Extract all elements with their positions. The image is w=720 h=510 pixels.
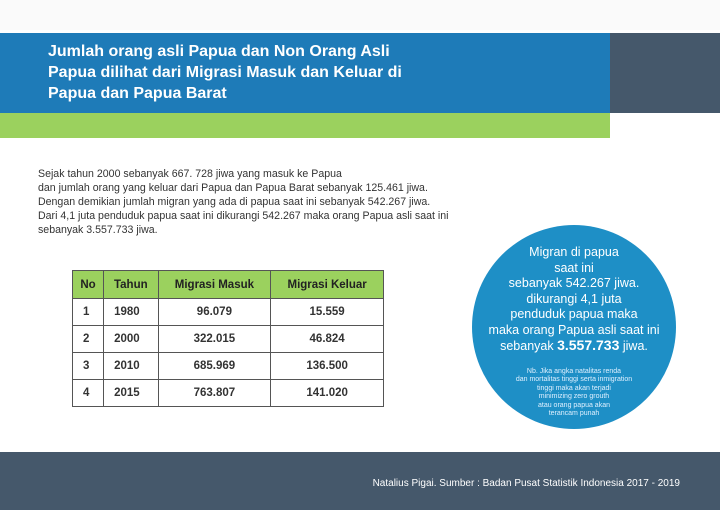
cell-migrasi-keluar: 46.824: [271, 326, 384, 353]
col-header-migrasi-keluar: Migrasi Keluar: [271, 271, 384, 299]
table-row: [73, 353, 384, 380]
cell-no: 4: [73, 380, 104, 407]
summary-total-prefix: sebanyak: [500, 339, 554, 353]
intro-line: Dari 4,1 juta penduduk papua saat ini dikurangi 542.267 maka orang Papua asli saat ini: [38, 210, 449, 222]
table-row: [73, 299, 384, 326]
intro-line: Dengan demikian jumlah migran yang ada di papua saat ini sebanyak 542.267 jiwa.: [38, 196, 431, 208]
note-line: tinggi maka akan terjadi: [537, 384, 611, 392]
cell-migrasi-keluar: 15.559: [271, 299, 384, 326]
intro-paragraph: [38, 167, 518, 237]
cell-no: 3: [73, 353, 104, 380]
cell-migrasi-keluar: 141.020: [271, 380, 384, 407]
summary-line: dikurangi 4,1 juta: [526, 291, 622, 306]
note-line: atau orang papua akan: [537, 401, 610, 409]
cell-tahun: 2010: [104, 353, 158, 380]
intro-line: sebanyak 3.557.733 jiwa.: [38, 224, 158, 236]
cell-migrasi-masuk: 322.015: [158, 326, 271, 353]
note-line: dan mortalitas tinggi serta inmigration: [515, 376, 633, 384]
cell-no: 2: [73, 326, 104, 353]
summary-line: maka orang Papua asli saat ini: [488, 322, 660, 337]
summary-total-line: [472, 338, 676, 355]
summary-line: Migran di papua: [529, 245, 619, 259]
table-header-row: [73, 271, 384, 299]
note-line: minimizing zero grouth: [538, 393, 610, 401]
cell-tahun: 1980: [104, 299, 158, 326]
page-title: Jumlah orang asli Papua dan Non Orang Asli Papua dilihat dari Migrasi Masuk dan Keluar di Papua dan Papua Barat: [48, 43, 402, 102]
col-header-migrasi-masuk: Migrasi Masuk: [158, 271, 271, 299]
footer-bar: [0, 452, 720, 510]
cell-migrasi-masuk: 763.807: [158, 380, 271, 407]
col-header-no: No: [73, 271, 104, 299]
table-row: [73, 380, 384, 407]
top-strip: [0, 0, 720, 30]
summary-note: [472, 368, 676, 418]
cell-tahun: 2000: [104, 326, 158, 353]
summary-line: penduduk papua maka: [510, 307, 638, 321]
table-row: [73, 326, 384, 353]
col-header-tahun: Tahun: [104, 271, 158, 299]
cell-migrasi-masuk: 96.079: [158, 299, 271, 326]
intro-line: dan jumlah orang yang keluar dari Papua dan Papua Barat sebanyak 125.461 jiwa.: [38, 182, 428, 194]
summary-total-suffix: jiwa.: [622, 339, 648, 353]
note-line: terancam punah: [548, 410, 600, 418]
header-green-bar: [0, 113, 610, 138]
summary-line: sebanyak 542.267 jiwa.: [508, 276, 640, 290]
summary-line: saat ini: [554, 260, 594, 275]
migration-table: [72, 270, 384, 407]
note-line: Nb. Jika angka natalitas renda: [526, 368, 622, 375]
cell-tahun: 2015: [104, 380, 158, 407]
header-dark-block: [610, 33, 720, 113]
summary-circle: [472, 225, 676, 429]
cell-no: 1: [73, 299, 104, 326]
intro-line: Sejak tahun 2000 sebanyak 667. 728 jiwa yang masuk ke Papua: [38, 168, 342, 180]
cell-migrasi-masuk: 685.969: [158, 353, 271, 380]
summary-text: [472, 245, 676, 355]
cell-migrasi-keluar: 136.500: [271, 353, 384, 380]
summary-total-number: 3.557.733: [557, 337, 620, 353]
footer-source: Natalius Pigai. Sumber : Badan Pusat Statistik Indonesia 2017 - 2019: [372, 478, 680, 489]
